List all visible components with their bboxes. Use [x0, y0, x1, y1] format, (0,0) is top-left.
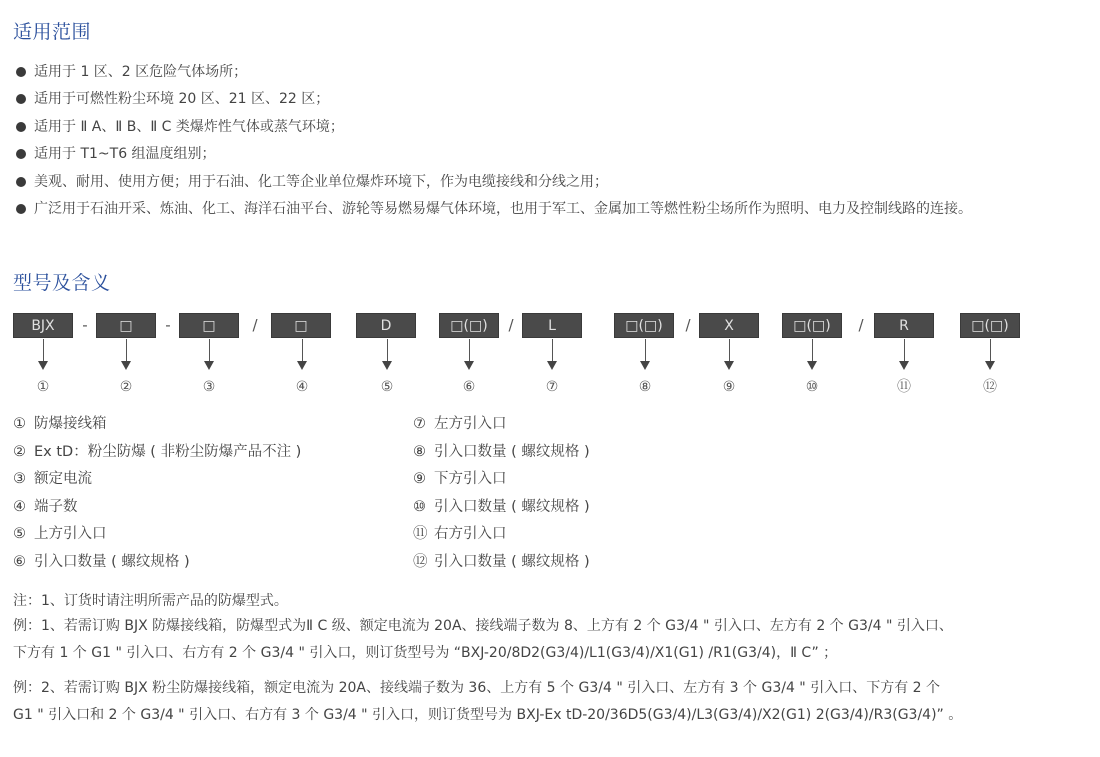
legend-item	[413, 440, 590, 468]
code-box-7: L	[522, 313, 582, 338]
bullet-dot-icon	[16, 67, 26, 77]
code-number-12: ⑫	[983, 379, 997, 395]
legend-mark: ⑧	[413, 443, 426, 460]
legend-text: 防爆接线箱	[34, 416, 107, 432]
legend-text: 下方引入口	[434, 471, 507, 488]
legend-mark: ⑥	[13, 553, 26, 570]
legend-item	[413, 550, 590, 578]
legend-text: 额定电流	[34, 471, 92, 488]
legend-text: 引入口数量 ( 螺纹规格 )	[434, 443, 590, 460]
scope-bullet-text: 适用于 T1~T6 组温度组别；	[34, 146, 216, 163]
legend-item	[413, 495, 590, 523]
legend-text: 引入口数量 ( 螺纹规格 )	[434, 498, 590, 515]
example-1-line-1: 例：1、若需订购 BJX 防爆接线箱，防爆型式为Ⅱ C 级、额定电流为 20A、接线端子数为 8、上方有 2 个 G3/4 " 引入口、左方有 2 个 G3/4 " 引入口、	[13, 618, 953, 634]
scope-bullet-list	[16, 58, 972, 223]
scope-bullet-item	[16, 141, 972, 169]
down-arrow-icon	[806, 339, 818, 371]
code-box-10: □(□)	[782, 313, 842, 338]
code-number-3: ③	[202, 379, 216, 395]
scope-bullet-item	[16, 113, 972, 141]
legend-item	[413, 467, 590, 495]
code-box-1: BJX	[13, 313, 73, 338]
down-arrow-icon	[898, 339, 910, 371]
legend-text: 引入口数量 ( 螺纹规格 )	[34, 553, 190, 570]
code-box-8: □(□)	[614, 313, 674, 338]
down-arrow-icon	[723, 339, 735, 371]
code-number-8: ⑧	[638, 379, 652, 395]
legend-text: 上方引入口	[34, 526, 107, 543]
scope-bullet-item	[16, 196, 972, 224]
code-box-3: □	[179, 313, 239, 338]
code-box-4: □	[271, 313, 331, 338]
legend-item	[13, 550, 301, 578]
legend-text: 左方引入口	[434, 416, 507, 432]
code-number-9: ⑨	[722, 379, 736, 395]
down-arrow-icon	[984, 339, 996, 371]
code-number-1: ①	[36, 379, 50, 395]
down-arrow-icon	[546, 339, 558, 371]
down-arrow-icon	[37, 339, 49, 371]
example-2-line-1: 例：2、若需订购 BJX 粉尘防爆接线箱，额定电流为 20A、接线端子数为 36、上方有 5 个 G3/4 " 引入口、左方有 3 个 G3/4 " 引入口、下方有 2 个	[13, 680, 940, 696]
bullet-dot-icon	[16, 149, 26, 159]
legend-text: 端子数	[34, 498, 78, 515]
legend-mark: ⑨	[413, 471, 426, 488]
down-arrow-icon	[463, 339, 475, 371]
legend-mark: ①	[13, 416, 26, 432]
legend-item	[13, 495, 301, 523]
bullet-dot-icon	[16, 122, 26, 132]
down-arrow-icon	[296, 339, 308, 371]
scope-bullet-item	[16, 86, 972, 114]
down-arrow-icon	[639, 339, 651, 371]
code-number-6: ⑥	[462, 379, 476, 395]
legend-mark: ⑪	[413, 526, 428, 543]
example-2-line-2: G1 " 引入口和 2 个 G3/4 " 引入口、右方有 3 个 G3/4 " 引入口，则订货型号为 BXJ-Ex tD-20/36D5(G3/4)/L3(G3/4)/X2(G1) 2(G3/4)/R3(G3/4)” 。	[13, 707, 963, 723]
bullet-dot-icon	[16, 94, 26, 104]
legend-mark: ⑩	[413, 498, 426, 515]
legend-text: Ex tD：粉尘防爆 ( 非粉尘防爆产品不注 )	[34, 443, 302, 460]
scope-bullet-item	[16, 168, 972, 196]
scope-bullet-text: 适用于 Ⅱ A、Ⅱ B、Ⅱ C 类爆炸性气体或蒸气环境；	[34, 118, 344, 135]
scope-bullet-text: 美观、耐用、使用方便；用于石油、化工等企业单位爆炸环境下，作为电缆接线和分线之用；	[34, 173, 608, 190]
code-box-5: D	[356, 313, 416, 338]
code-box-2: □	[96, 313, 156, 338]
code-number-2: ②	[119, 379, 133, 395]
down-arrow-icon	[120, 339, 132, 371]
separator-slash: /	[685, 316, 691, 334]
scope-bullet-text: 适用于可燃性粉尘环境 20 区、21 区、22 区；	[34, 91, 330, 108]
scope-bullet-text: 适用于 1 区、2 区危险气体场所；	[34, 63, 248, 80]
scope-heading: 适用范围	[13, 21, 92, 43]
order-notes	[13, 589, 1093, 729]
example-1-line-2: 下方有 1 个 G1 " 引入口、右方有 2 个 G3/4 " 引入口，则订货型号为 “BXJ-20/8D2(G3/4)/L1(G3/4)/X1(G1) /R1(G3/4)，Ⅱ C” ；	[13, 645, 838, 661]
note-1: 注：1、订货时请注明所需产品的防爆型式。	[13, 593, 288, 609]
code-box-11: R	[874, 313, 934, 338]
legend-mark: ②	[13, 443, 26, 460]
legend-right-column	[413, 412, 590, 578]
legend-item	[13, 440, 301, 468]
separator-dash: -	[165, 316, 171, 334]
legend-item	[13, 522, 301, 550]
separator-slash: /	[252, 316, 258, 334]
legend-mark: ⑦	[413, 416, 426, 432]
model-heading: 型号及含义	[13, 272, 111, 294]
legend-left-column	[13, 412, 301, 578]
legend-item	[13, 467, 301, 495]
legend-mark: ⑤	[13, 526, 26, 543]
down-arrow-icon	[381, 339, 393, 371]
down-arrow-icon	[203, 339, 215, 371]
code-number-11: ⑪	[897, 379, 911, 395]
legend-item	[413, 412, 590, 440]
code-box-12: □(□)	[960, 313, 1020, 338]
code-number-4: ④	[295, 379, 309, 395]
bullet-dot-icon	[16, 204, 26, 214]
legend-text: 引入口数量 ( 螺纹规格 )	[434, 553, 590, 570]
legend-text: 右方引入口	[434, 526, 507, 543]
scope-bullet-text: 广泛用于石油开采、炼油、化工、海洋石油平台、游轮等易燃易爆气体环境，也用于军工、金属加工等燃性粉尘场所作为照明、电力及控制线路的连接。	[34, 201, 972, 218]
legend-item	[13, 412, 301, 440]
code-number-10: ⑩	[805, 379, 819, 395]
legend-mark: ④	[13, 498, 26, 515]
bullet-dot-icon	[16, 177, 26, 187]
legend-item	[413, 522, 590, 550]
separator-slash: /	[508, 316, 514, 334]
legend-mark: ⑫	[413, 553, 428, 570]
separator-dash: -	[82, 316, 88, 334]
code-number-7: ⑦	[545, 379, 559, 395]
legend-mark: ③	[13, 471, 26, 488]
code-box-6: □(□)	[439, 313, 499, 338]
code-box-9: X	[699, 313, 759, 338]
separator-slash: /	[858, 316, 864, 334]
scope-bullet-item	[16, 58, 972, 86]
code-number-5: ⑤	[380, 379, 394, 395]
